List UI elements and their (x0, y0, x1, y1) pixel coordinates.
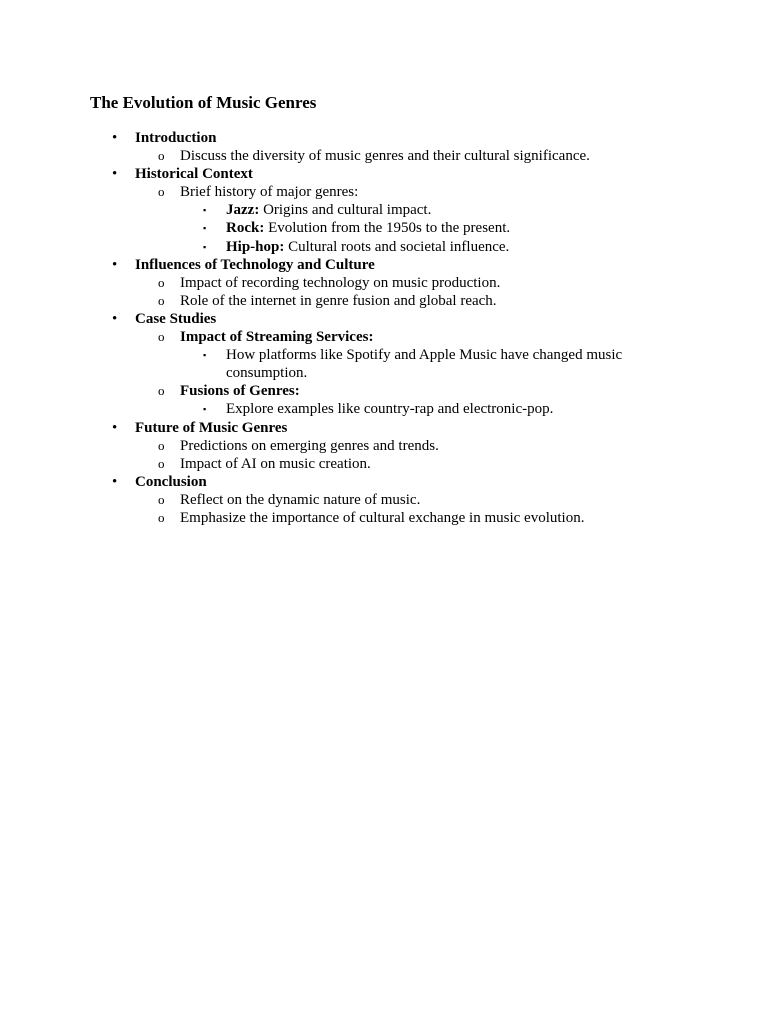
circle-bullet-icon: o (158, 455, 165, 471)
list-item-text: Predictions on emerging genres and trends. (180, 437, 439, 454)
section-heading: Conclusion (135, 473, 207, 490)
list-item-text: Impact of AI on music creation. (180, 455, 371, 472)
list-subitem (0, 201, 768, 219)
section-heading: Introduction (135, 130, 217, 146)
section-heading: Case Studies (135, 310, 217, 327)
list-item-text: Reflect on the dynamic nature of music. (180, 491, 421, 508)
genre-label: Rock: (226, 220, 265, 237)
genre-label: Jazz: (226, 202, 260, 219)
section-introduction (0, 129, 768, 147)
list-item (0, 455, 768, 473)
list-item-text: Impact of recording technology on music production. (180, 274, 501, 291)
circle-bullet-icon: o (158, 148, 165, 164)
square-bullet-icon: ▪ (203, 241, 207, 252)
square-bullet-icon: ▪ (203, 205, 207, 216)
outline-list (0, 129, 768, 527)
genre-description: Evolution from the 1950s to the present. (264, 220, 511, 237)
list-item (0, 382, 768, 400)
circle-bullet-icon: o (158, 274, 165, 290)
list-item (0, 491, 768, 509)
list-item-label: Fusions of Genres: (180, 383, 300, 400)
list-item (0, 274, 768, 292)
circle-bullet-icon: o (158, 437, 165, 453)
list-item (0, 183, 768, 201)
bullet-icon: • (112, 419, 118, 436)
list-subitem-text (226, 238, 509, 256)
document-title: The Evolution of Music Genres (90, 93, 317, 112)
genre-description: Origins and cultural impact. (259, 202, 432, 219)
list-subitem-text: Explore examples like country-rap and electronic-pop. (226, 401, 554, 418)
square-bullet-icon: ▪ (203, 404, 207, 415)
list-subitem (0, 219, 768, 237)
section-heading: Influences of Technology and Culture (135, 256, 375, 273)
bullet-icon: • (112, 130, 118, 146)
section-influences (0, 256, 768, 274)
section-heading: Future of Music Genres (135, 419, 288, 436)
section-future (0, 419, 768, 437)
section-historical-context (0, 165, 768, 183)
list-item-text: Role of the internet in genre fusion and global reach. (180, 292, 497, 309)
bullet-icon: • (112, 256, 118, 273)
list-item (0, 147, 768, 165)
list-item-text: Discuss the diversity of music genres and their cultural significance. (180, 148, 590, 165)
bullet-icon: • (112, 166, 118, 183)
list-subitem (0, 238, 768, 256)
bullet-icon: • (112, 473, 118, 490)
circle-bullet-icon: o (158, 383, 165, 399)
section-conclusion (0, 473, 768, 491)
circle-bullet-icon: o (158, 184, 165, 200)
circle-bullet-icon: o (158, 329, 165, 345)
square-bullet-icon: ▪ (203, 350, 207, 361)
circle-bullet-icon: o (158, 509, 165, 525)
list-item-text: Emphasize the importance of cultural exchange in music evolution. (180, 509, 585, 526)
genre-label: Hip-hop: (226, 238, 285, 255)
section-heading: Historical Context (135, 166, 253, 183)
list-item (0, 292, 768, 310)
circle-bullet-icon: o (158, 491, 165, 507)
list-item (0, 437, 768, 455)
genre-description: Cultural roots and societal influence. (284, 238, 510, 255)
list-item (0, 328, 768, 346)
square-bullet-icon: ▪ (203, 223, 207, 234)
circle-bullet-icon: o (158, 292, 165, 308)
list-subitem-text (226, 219, 510, 237)
list-subitem (0, 400, 768, 418)
list-subitem-text (226, 201, 431, 219)
list-subitem (0, 346, 768, 382)
section-case-studies (0, 310, 768, 328)
bullet-icon: • (112, 310, 118, 327)
list-subitem-text: How platforms like Spotify and Apple Music have changed music consumption. (226, 347, 623, 382)
list-item (0, 509, 768, 527)
list-item-label: Impact of Streaming Services: (180, 329, 374, 346)
list-item-text: Brief history of major genres: (180, 184, 359, 201)
